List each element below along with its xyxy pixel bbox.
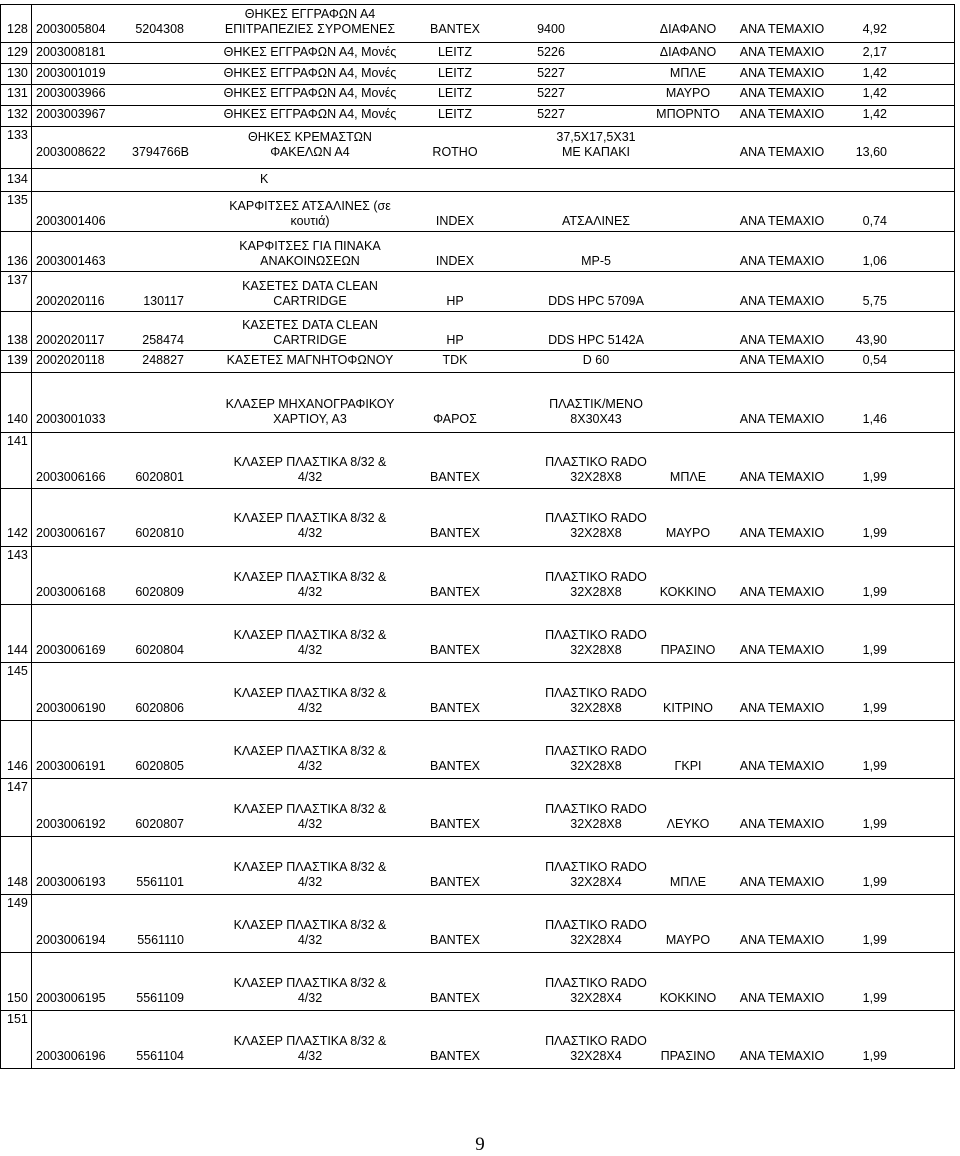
unit: ΑΝΑ ΤΕΜΑΧΙΟ [739,1049,825,1063]
item-spec: 5227 [537,66,565,80]
brand: ΦΑΡΟΣ [433,412,477,426]
item-spec: 32Χ28Χ8 [570,701,622,715]
brand: ΒΑΝΤΕΧ [429,470,480,484]
unit: ΑΝΑ ΤΕΜΑΧΙΟ [739,66,825,80]
brand: ΒΑΝΤΕΧ [429,643,480,657]
item-code: 2003006168 [36,585,106,599]
unit-price: 5,75 [862,294,887,308]
item-spec: 32Χ28Χ4 [570,933,622,947]
unit: ΑΝΑ ΤΕΜΑΧΙΟ [739,933,825,947]
item-code: 2003006166 [36,470,106,484]
brand: LEITZ [437,86,473,100]
item-spec: 32Χ28Χ4 [570,991,622,1005]
item-color: ΔΙΑΦΑΝΟ [659,22,717,36]
item-spec: ΠΛΑΣΤΙΚΟ RADO [545,976,647,990]
item-spec: 32Χ28Χ4 [570,875,622,889]
item-description: ΘΗΚΕΣ ΕΓΓΡΑΦΩΝ Α4, Μονές [223,86,397,100]
brand: ΒΑΝΤΕΧ [429,526,480,540]
catalog-code: 6020807 [135,817,184,831]
item-spec: 32Χ28Χ8 [570,643,622,657]
catalog-code: 6020804 [135,643,184,657]
item-spec: 5226 [537,45,565,59]
row-number: 148 [7,875,28,889]
catalog-code: 6020805 [135,759,184,773]
unit-price: 13,60 [855,145,887,159]
item-spec: 32Χ28Χ8 [570,759,622,773]
table-row [0,952,960,1010]
item-description: 4/32 [297,701,323,715]
catalog-code: 130117 [143,294,184,308]
brand: LEITZ [437,107,473,121]
item-color: ΛΕΥΚΟ [666,817,710,831]
item-code: 2003006191 [36,759,106,773]
item-description: Κ [260,172,269,186]
item-code: 2003003966 [36,86,106,100]
brand: ΒΑΝΤΕΧ [429,759,480,773]
row-number: 144 [7,643,28,657]
table-row [0,778,960,836]
row-number: 138 [7,333,28,347]
table-row [0,662,960,720]
item-color: ΠΡΑΣΙΝΟ [660,643,716,657]
unit: ΑΝΑ ΤΕΜΑΧΙΟ [739,254,825,268]
brand: HP [446,294,464,308]
row-number: 133 [7,128,28,142]
table-right-border [954,4,955,1068]
unit: ΑΝΑ ΤΕΜΑΧΙΟ [739,875,825,889]
item-color: ΜΠΛΕ [669,875,707,889]
item-spec: 37,5Χ17,5Χ31 [556,130,636,144]
item-code: 2003006194 [36,933,106,947]
item-description: ΚΛΑΣΕΡ ΠΛΑΣΤΙΚΑ 8/32 & [233,744,387,758]
unit-price: 1,99 [862,1049,887,1063]
item-code: 2003006195 [36,991,106,1005]
unit: ΑΝΑ ΤΕΜΑΧΙΟ [739,214,825,228]
unit: ΑΝΑ ΤΕΜΑΧΙΟ [739,294,825,308]
item-description: ΚΛΑΣΕΡ ΠΛΑΣΤΙΚΑ 8/32 & [233,628,387,642]
table-row [0,4,960,42]
unit-price: 1,42 [862,66,887,80]
item-spec: D 60 [582,353,610,367]
item-color: ΜΠΛΕ [669,470,707,484]
item-description: 4/32 [297,875,323,889]
item-color: ΜΑΥΡΟ [665,526,711,540]
item-color: ΔΙΑΦΑΝΟ [659,45,717,59]
item-spec: ΠΛΑΣΤΙΚΟ RADO [545,918,647,932]
item-description: ΘΗΚΕΣ ΕΓΓΡΑΦΩΝ Α4, Μονές [223,107,397,121]
item-spec: ΠΛΑΣΤΙΚ/ΜΕΝΟ [549,397,643,411]
item-code: 2003001463 [36,254,106,268]
row-number: 150 [7,991,28,1005]
item-description: 4/32 [297,470,323,484]
row-number: 141 [7,434,28,448]
unit: ΑΝΑ ΤΕΜΑΧΙΟ [739,701,825,715]
item-description: ΚΛΑΣΕΡ ΜΗΧΑΝΟΓΡΑΦΙΚΟΥ [225,397,395,411]
brand: ΒΑΝΤΕΧ [429,933,480,947]
item-spec: DDS HPC 5142A [548,333,644,347]
item-spec: ΜΡ-5 [581,254,611,268]
unit-price: 0,74 [862,214,887,228]
catalog-code: 248827 [142,353,184,367]
page-number: 9 [475,1134,485,1155]
unit: ΑΝΑ ΤΕΜΑΧΙΟ [739,643,825,657]
item-description: 4/32 [297,991,323,1005]
item-description: κουτιά) [290,214,330,228]
item-description: 4/32 [297,759,323,773]
unit-price: 1,99 [862,759,887,773]
row-number: 149 [7,896,28,910]
table-row [0,350,960,372]
item-spec: 8Χ30Χ43 [570,412,622,426]
item-spec: 9400 [537,22,565,36]
catalog-code: 6020809 [135,585,184,599]
row-number: 134 [7,172,28,186]
item-spec: 5227 [537,86,565,100]
table-left-border [0,4,1,1068]
catalog-code: 5561104 [136,1049,184,1063]
unit-price: 1,42 [862,86,887,100]
table-row [0,720,960,778]
item-description: ΘΗΚΕΣ ΕΓΓΡΑΦΩΝ Α4 [244,7,376,21]
table-row [0,168,960,191]
item-code: 2003006193 [36,875,106,889]
item-code: 2003001019 [36,66,106,80]
item-color: ΓΚΡΙ [674,759,702,773]
row-number: 140 [7,412,28,426]
brand: INDEX [435,254,475,268]
row-number: 142 [7,526,28,540]
item-description: ΚΑΣΕΤΕΣ DATA CLEAN [242,318,378,332]
catalog-code: 5561109 [136,991,184,1005]
unit-price: 1,99 [862,817,887,831]
unit-price: 1,99 [862,585,887,599]
table-row [0,372,960,432]
item-spec: ΑΤΣΑΛΙΝΕΣ [561,214,631,228]
table-row [0,1010,960,1068]
item-color: ΜΠΛΕ [669,66,707,80]
unit-price: 1,99 [862,933,887,947]
table-row [0,546,960,604]
table-row [0,604,960,662]
item-description: 4/32 [297,933,323,947]
unit-price: 4,92 [862,22,887,36]
item-description: 4/32 [297,585,323,599]
table-row [0,311,960,350]
brand: ΒΑΝΤΕΧ [429,1049,480,1063]
item-spec: ΠΛΑΣΤΙΚΟ RADO [545,686,647,700]
item-spec: 32Χ28Χ8 [570,817,622,831]
item-description: ΚΛΑΣΕΡ ΠΛΑΣΤΙΚΑ 8/32 & [233,802,387,816]
item-spec: 32Χ28Χ8 [570,470,622,484]
unit: ΑΝΑ ΤΕΜΑΧΙΟ [739,45,825,59]
catalog-code: 6020806 [135,701,184,715]
item-description: ΘΗΚΕΣ ΕΓΓΡΑΦΩΝ Α4, Μονές [223,66,397,80]
unit-price: 1,99 [862,526,887,540]
unit: ΑΝΑ ΤΕΜΑΧΙΟ [739,470,825,484]
catalog-code: 258474 [142,333,184,347]
brand: ROTHO [432,145,478,159]
unit-price: 1,99 [862,991,887,1005]
table-row [0,894,960,952]
catalog-code: 6020801 [135,470,184,484]
item-color: ΚΙΤΡΙΝΟ [662,701,713,715]
catalog-code: 6020810 [135,526,184,540]
item-description: 4/32 [297,526,323,540]
item-code: 2003006190 [36,701,106,715]
item-description: ΚΑΡΦΙΤΣΕΣ ΓΙΑ ΠΙΝΑΚΑ [239,239,381,253]
item-code: 2003008622 [36,145,106,159]
row-number: 151 [7,1012,28,1026]
unit: ΑΝΑ ΤΕΜΑΧΙΟ [739,86,825,100]
row-number: 145 [7,664,28,678]
unit: ΑΝΑ ΤΕΜΑΧΙΟ [739,817,825,831]
item-color: ΜΠΟΡΝΤΟ [656,107,720,121]
row-number: 135 [7,193,28,207]
table-row [0,84,960,105]
row-number: 147 [7,780,28,794]
catalog-code: 5204308 [135,22,184,36]
unit: ΑΝΑ ΤΕΜΑΧΙΟ [739,22,825,36]
unit-price: 1,99 [862,875,887,889]
row-divider [0,1068,955,1069]
unit-price: 2,17 [862,45,887,59]
row-number: 129 [7,45,28,59]
brand: ΒΑΝΤΕΧ [429,817,480,831]
item-spec: ΠΛΑΣΤΙΚΟ RADO [545,511,647,525]
table-row [0,126,960,168]
item-description: ΘΗΚΕΣ ΕΓΓΡΑΦΩΝ Α4, Μονές [223,45,397,59]
row-number: 130 [7,66,28,80]
brand: INDEX [435,214,475,228]
item-description: 4/32 [297,1049,323,1063]
item-spec: ΠΛΑΣΤΙΚΟ RADO [545,570,647,584]
table-row [0,271,960,311]
table-row [0,488,960,546]
brand: LEITZ [437,66,473,80]
item-description: ΚΛΑΣΕΡ ΠΛΑΣΤΙΚΑ 8/32 & [233,918,387,932]
item-description: 4/32 [297,817,323,831]
row-number: 136 [7,254,28,268]
row-number: 128 [7,22,28,36]
item-code: 2003001033 [36,412,106,426]
table-row [0,191,960,231]
number-column-divider [31,4,32,1068]
item-spec: ΠΛΑΣΤΙΚΟ RADO [545,802,647,816]
table-row [0,63,960,84]
brand: ΒΑΝΤΕΧ [429,22,480,36]
item-code: 2003006169 [36,643,106,657]
item-spec: DDS HPC 5709A [548,294,644,308]
item-description: ΚΛΑΣΕΡ ΠΛΑΣΤΙΚΑ 8/32 & [233,455,387,469]
unit: ΑΝΑ ΤΕΜΑΧΙΟ [739,145,825,159]
unit: ΑΝΑ ΤΕΜΑΧΙΟ [739,991,825,1005]
row-number: 143 [7,548,28,562]
item-code: 2003005804 [36,22,106,36]
item-description: ΚΑΣΕΤΕΣ ΜΑΓΝΗΤΟΦΩΝΟΥ [226,353,394,367]
item-code: 2003006167 [36,526,106,540]
table-row [0,432,960,488]
catalog-code: 3794766B [132,145,190,159]
row-number: 132 [7,107,28,121]
item-spec: 5227 [537,107,565,121]
row-number: 131 [7,86,28,100]
table-row [0,231,960,271]
item-code: 2003008181 [36,45,106,59]
item-code: 2002020117 [36,333,105,347]
item-spec: ΠΛΑΣΤΙΚΟ RADO [545,628,647,642]
unit-price: 1,06 [862,254,887,268]
unit-price: 1,99 [862,701,887,715]
item-spec: 32Χ28Χ4 [570,1049,622,1063]
item-code: 2002020116 [36,294,105,308]
item-spec: ΠΛΑΣΤΙΚΟ RADO [545,860,647,874]
unit: ΑΝΑ ΤΕΜΑΧΙΟ [739,585,825,599]
table-row [0,105,960,126]
item-code: 2003006192 [36,817,106,831]
row-number: 137 [7,273,28,287]
item-description: ΕΠΙΤΡΑΠΕΖΙΕΣ ΣΥΡΟΜΕΝΕΣ [224,22,396,36]
item-color: ΚΟΚΚΙΝΟ [659,991,717,1005]
unit: ΑΝΑ ΤΕΜΑΧΙΟ [739,353,825,367]
row-number: 139 [7,353,28,367]
table-row [0,836,960,894]
brand: ΒΑΝΤΕΧ [429,991,480,1005]
unit: ΑΝΑ ΤΕΜΑΧΙΟ [739,107,825,121]
brand: ΒΑΝΤΕΧ [429,701,480,715]
item-code: 2003001406 [36,214,106,228]
table-row [0,42,960,63]
item-spec: ΜΕ ΚΑΠΑΚΙ [561,145,631,159]
item-spec: 32Χ28Χ8 [570,526,622,540]
item-description: CARTRIDGE [273,333,347,347]
catalog-code: 5561101 [136,875,184,889]
item-description: ΦΑΚΕΛΩΝ Α4 [270,145,350,159]
table-top-border [0,4,955,5]
item-description: 4/32 [297,643,323,657]
brand: HP [446,333,464,347]
item-code: 2002020118 [36,353,105,367]
item-code: 2003003967 [36,107,106,121]
item-code: 2003006196 [36,1049,106,1063]
item-description: ΑΝΑΚΟΙΝΩΣΕΩΝ [260,254,360,268]
unit: ΑΝΑ ΤΕΜΑΧΙΟ [739,759,825,773]
unit-price: 43,90 [855,333,887,347]
unit-price: 1,46 [862,412,887,426]
item-color: ΠΡΑΣΙΝΟ [660,1049,716,1063]
item-description: ΘΗΚΕΣ ΚΡΕΜΑΣΤΩΝ [248,130,372,144]
item-description: CARTRIDGE [273,294,347,308]
item-description: ΚΛΑΣΕΡ ΠΛΑΣΤΙΚΑ 8/32 & [233,686,387,700]
item-description: ΚΛΑΣΕΡ ΠΛΑΣΤΙΚΑ 8/32 & [233,511,387,525]
item-description: ΚΛΑΣΕΡ ΠΛΑΣΤΙΚΑ 8/32 & [233,570,387,584]
brand: ΒΑΝΤΕΧ [429,585,480,599]
item-description: ΚΛΑΣΕΡ ΠΛΑΣΤΙΚΑ 8/32 & [233,860,387,874]
row-number: 146 [7,759,28,773]
item-spec: ΠΛΑΣΤΙΚΟ RADO [545,744,647,758]
item-description: ΚΛΑΣΕΡ ΠΛΑΣΤΙΚΑ 8/32 & [233,1034,387,1048]
item-description: ΚΛΑΣΕΡ ΠΛΑΣΤΙΚΑ 8/32 & [233,976,387,990]
unit-price: 1,42 [862,107,887,121]
item-color: ΜΑΥΡΟ [665,86,711,100]
brand: ΒΑΝΤΕΧ [429,875,480,889]
unit-price: 0,54 [862,353,887,367]
item-spec: ΠΛΑΣΤΙΚΟ RADO [545,1034,647,1048]
item-spec: ΠΛΑΣΤΙΚΟ RADO [545,455,647,469]
brand: LEITZ [437,45,473,59]
item-color: ΜΑΥΡΟ [665,933,711,947]
catalog-code: 5561110 [137,933,184,947]
item-description: ΚΑΣΕΤΕΣ DATA CLEAN [242,279,378,293]
unit-price: 1,99 [862,470,887,484]
item-color: ΚΟΚΚΙΝΟ [659,585,717,599]
unit-price: 1,99 [862,643,887,657]
unit: ΑΝΑ ΤΕΜΑΧΙΟ [739,526,825,540]
unit: ΑΝΑ ΤΕΜΑΧΙΟ [739,333,825,347]
item-description: ΚΑΡΦΙΤΣΕΣ ΑΤΣΑΛΙΝΕΣ (σε [229,199,391,213]
item-description: ΧΑΡΤΙΟΥ, Α3 [273,412,347,426]
unit: ΑΝΑ ΤΕΜΑΧΙΟ [739,412,825,426]
brand: TDK [442,353,468,367]
item-spec: 32Χ28Χ8 [570,585,622,599]
